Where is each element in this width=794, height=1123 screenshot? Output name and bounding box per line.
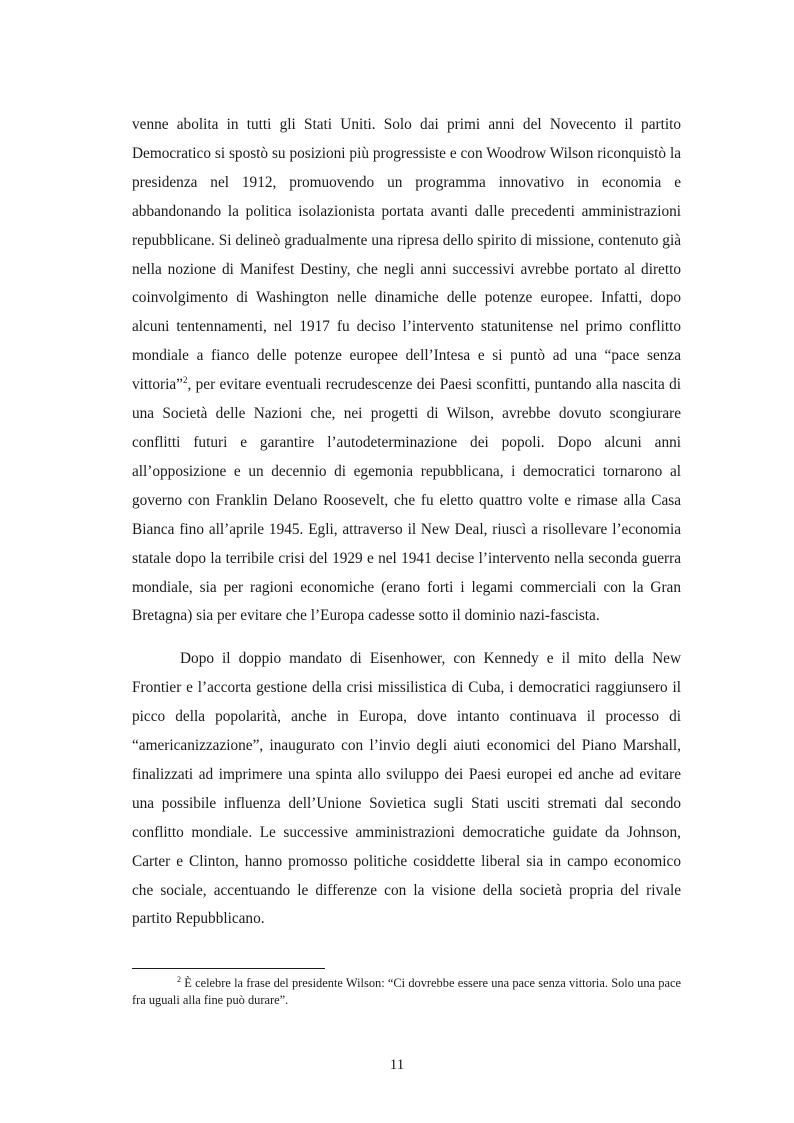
paragraph-1-text-after-note: , per evitare eventuali recrudescenze dei Paesi sconfitti, puntando alla nascita di una Società delle Nazioni che, nei progetti di Wilson, avrebbe dovuto scongiurare conflitti futuri e garantire l’autodeterminazione dei popoli. Dopo alcuni anni all’opposizione e un decennio di egemonia repubblicana, i democratici tornarono al governo con Franklin Delano Roosevelt, che fu eletto quattro volte e rimase alla Casa Bianca fino all’aprile 1945. Egli, attraverso il New Deal, riuscì a risollevare l’economia statale dopo la terribile crisi del 1929 e nel 1941 decise l’intervento nella seconda guerra mondiale, sia per ragioni economiche (erano forti i legami commerciali con la Gran Bretagna) sia per evitare che l’Europa cadesse sotto il dominio nazi-fascista. (132, 376, 681, 625)
footnote-text: È celebre la frase del presidente Wilson: “Ci dovrebbe essere una pace senza vittoria. Solo una pace fra uguali alla fine può durare”. (132, 976, 681, 1007)
footnote (132, 975, 681, 1009)
body-text (132, 111, 681, 934)
paragraph-1 (132, 111, 681, 631)
footnote-marker: 2 (177, 974, 181, 984)
paragraph-2: Dopo il doppio mandato di Eisenhower, con Kennedy e il mito della New Frontier e l’accorta gestione della crisi missilistica di Cuba, i democratici raggiunsero il picco della popolarità, anche in Europa, dove intanto continuava il processo di “americanizzazione”, inaugurato con l’invio degli aiuti economici del Piano Marshall, finalizzati ad imprimere una spinta allo sviluppo dei Paesi europei ed anche ad evitare una possibile influenza dell’Unione Sovietica sugli Stati usciti stremati dal secondo conflitto mondiale. Le successive amministrazioni democratiche guidate da Johnson, Carter e Clinton, hanno promosso politiche cosiddette liberal sia in campo economico che sociale, accentuando le differenze con la visione della società propria del rivale partito Repubblicano. (132, 650, 681, 928)
footnote-separator (132, 968, 325, 969)
paragraph-1-text-before-note: venne abolita in tutti gli Stati Uniti. Solo dai primi anni del Novecento il partito Democratico si spostò su posizioni più progressiste e con Woodrow Wilson riconquistò la presidenza nel 1912, promuovendo un programma innovativo in economia e abbandonando la politica isolazionista portata avanti dalle precedenti amministrazioni repubblicane. Si delineò gradualmente una ripresa dello spirito di missione, contenuto già nella nozione di Manifest Destiny, che negli anni successivi avrebbe portato al diretto coinvolgimento di Washington nelle dinamiche delle potenze europee. Infatti, dopo alcuni tentennamenti, nel 1917 fu deciso l’intervento statunitense nel primo conflitto mondiale a fianco delle potenze europee dell’Intesa e si puntò ad una “pace senza vittoria” (132, 116, 681, 394)
footnote-reference-marker[interactable]: 2 (182, 375, 188, 386)
page-number: 11 (389, 1057, 405, 1073)
